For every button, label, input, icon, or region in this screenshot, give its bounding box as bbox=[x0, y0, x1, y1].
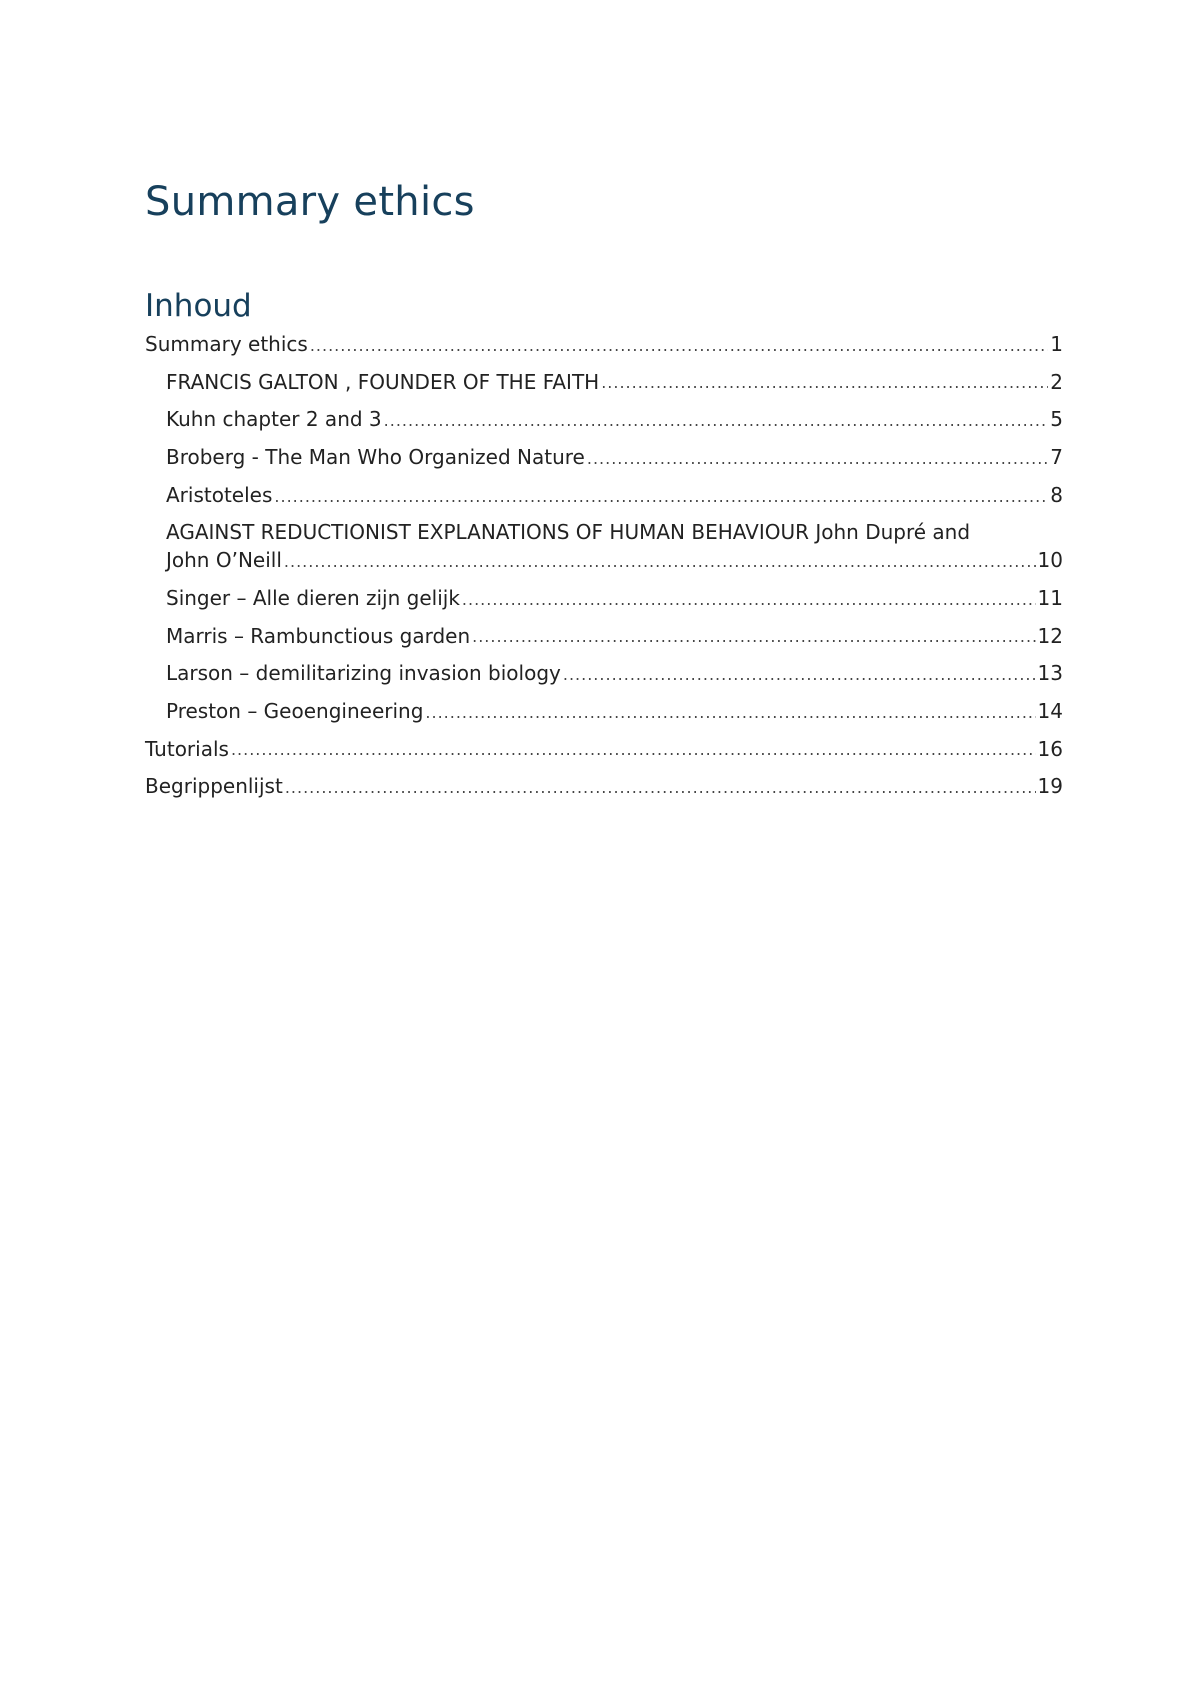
toc-entry-label: FRANCIS GALTON , FOUNDER OF THE FAITH bbox=[166, 369, 600, 394]
toc-entry-aristoteles[interactable] bbox=[145, 482, 1063, 510]
toc-entry-label: Broberg - The Man Who Organized Nature bbox=[166, 445, 585, 470]
toc-dot-leader bbox=[231, 740, 1036, 763]
toc-entry-marris[interactable] bbox=[145, 623, 1063, 651]
toc-page-number: 10 bbox=[1037, 548, 1063, 573]
toc-entry-francis-galton[interactable] bbox=[145, 369, 1063, 397]
toc-entry-preston[interactable] bbox=[145, 698, 1063, 726]
table-of-contents bbox=[145, 331, 1063, 811]
toc-dot-leader bbox=[563, 665, 1036, 688]
toc-heading: Inhoud bbox=[145, 288, 252, 324]
toc-dot-leader bbox=[587, 449, 1048, 472]
document-title: Summary ethics bbox=[145, 179, 475, 225]
toc-entry-kuhn[interactable] bbox=[145, 406, 1063, 434]
toc-entry-broberg[interactable] bbox=[145, 444, 1063, 472]
toc-entry-label: Singer – Alle dieren zijn gelijk bbox=[166, 585, 460, 610]
toc-dot-leader bbox=[462, 590, 1036, 613]
toc-entry-label: Tutorials bbox=[145, 736, 229, 761]
toc-page-number: 13 bbox=[1037, 661, 1063, 686]
toc-dot-leader bbox=[274, 487, 1048, 510]
toc-dot-leader bbox=[472, 627, 1035, 650]
toc-page-number: 12 bbox=[1037, 623, 1063, 648]
toc-entry-label: Begrippenlijst bbox=[145, 774, 283, 799]
toc-entry-against-reductionist[interactable] bbox=[145, 519, 1063, 575]
toc-entry-label: Marris – Rambunctious garden bbox=[166, 623, 471, 648]
toc-page-number: 14 bbox=[1037, 698, 1063, 723]
toc-page-number: 8 bbox=[1050, 482, 1063, 507]
toc-page-number: 5 bbox=[1050, 407, 1063, 432]
toc-dot-leader bbox=[384, 411, 1049, 434]
toc-page-number: 19 bbox=[1037, 774, 1063, 799]
toc-entry-label: Larson – demilitarizing invasion biology bbox=[166, 661, 561, 686]
toc-entry-label: Kuhn chapter 2 and 3 bbox=[166, 407, 382, 432]
toc-dot-leader bbox=[310, 336, 1048, 359]
toc-entry-label-line2: John O’Neill bbox=[166, 548, 282, 573]
toc-entry-summary-ethics[interactable] bbox=[145, 331, 1063, 359]
toc-entry-label: Aristoteles bbox=[166, 482, 273, 507]
toc-entry-begrippenlijst[interactable] bbox=[145, 773, 1063, 801]
toc-page-number: 11 bbox=[1037, 585, 1063, 610]
toc-dot-leader bbox=[284, 552, 1036, 575]
toc-entry-label-line1: AGAINST REDUCTIONIST EXPLANATIONS OF HUMAN BEHAVIOUR John Dupré and bbox=[166, 520, 971, 545]
toc-dot-leader bbox=[425, 703, 1035, 726]
toc-entry-larson[interactable] bbox=[145, 660, 1063, 688]
toc-entry-label: Preston – Geoengineering bbox=[166, 698, 424, 723]
toc-page-number: 2 bbox=[1050, 369, 1063, 394]
toc-entry-label: Summary ethics bbox=[145, 332, 308, 356]
toc-entry-tutorials[interactable] bbox=[145, 736, 1063, 764]
toc-dot-leader bbox=[601, 373, 1048, 396]
toc-page-number: 1 bbox=[1050, 332, 1063, 356]
toc-page-number: 16 bbox=[1037, 736, 1063, 761]
toc-page-number: 7 bbox=[1050, 445, 1063, 470]
toc-entry-singer[interactable] bbox=[145, 585, 1063, 613]
toc-dot-leader bbox=[285, 778, 1036, 801]
